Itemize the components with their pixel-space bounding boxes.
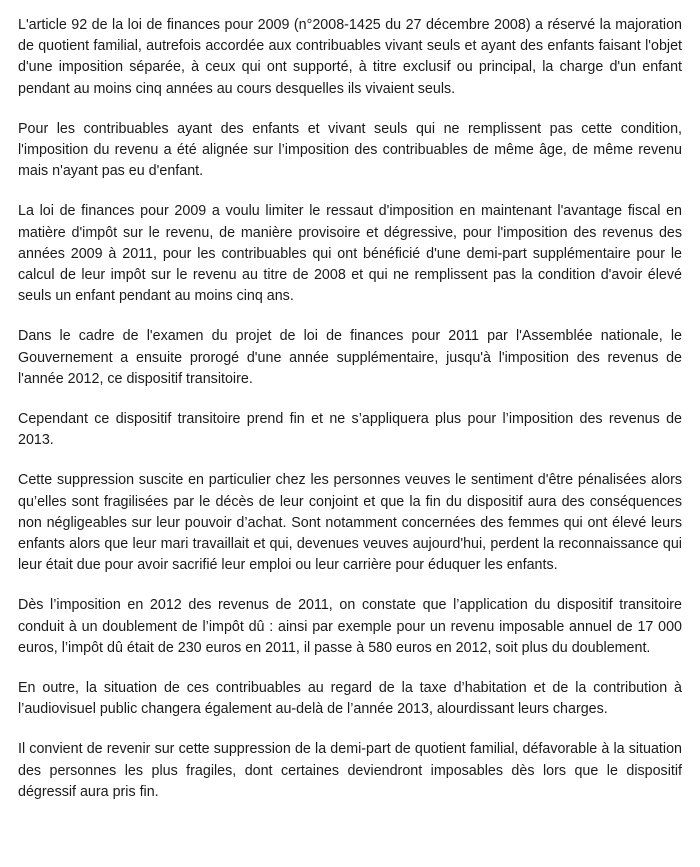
paragraph-3: La loi de finances pour 2009 a voulu limiter le ressaut d'imposition en maintenant l'avantage fiscal en matière d'impôt sur le revenu, de manière provisoire et dégressive, pour l'imposition des revenus des années 2009 à 2011, pour les contribuables qui ont bénéficié d'une demi-part supplémentaire pour le calcul de leur impôt sur le revenu au titre de 2008 et qui ne remplissent pas la condition d'avoir élevé seuls un enfant pendant au moins cinq ans. (18, 203, 682, 305)
document-body (18, 15, 682, 803)
paragraph-2: Pour les contribuables ayant des enfants et vivant seuls qui ne remplissent pas cette condition, l'imposition du revenu a été alignée sur l’imposition des contribuables de même âge, de même revenu mais n'ayant pas eu d'enfant. (18, 120, 682, 180)
paragraph-9: Il convient de revenir sur cette suppression de la demi-part de quotient familial, défavorable à la situation des personnes les plus fragiles, dont certaines deviendront imposables dès lors que le dispositif dégressif aura pris fin. (18, 741, 682, 800)
paragraph-1: L'article 92 de la loi de finances pour 2009 (n°2008-1425 du 27 décembre 2008) a réservé la majoration de quotient familial, autrefois accordée aux contribuables vivant seuls et ayant des enfants faisant l'objet d'une imposition séparée, à ceux qui ont supporté, à titre exclusif ou principal, la charge d'un enfant pendant au moins cinq années au cours desquelles ils vivaient seuls. (18, 17, 682, 97)
paragraph-4: Dans le cadre de l'examen du projet de loi de finances pour 2011 par l'Assemblée nationale, le Gouvernement a ensuite prorogé d'une année supplémentaire, jusqu'à l'imposition des revenus de l'année 2012, ce dispositif transitoire. (18, 328, 682, 387)
paragraph-5: Cependant ce dispositif transitoire prend fin et ne s’appliquera plus pour l’imposition des revenus de 2013. (18, 411, 682, 449)
paragraph-6: Cette suppression suscite en particulier chez les personnes veuves le sentiment d'être pénalisées alors qu’elles sont fragilisées par le décès de leur conjoint et que la fin du dispositif aura des conséquences non négligeables sur leur pouvoir d’achat. Sont notamment concernées des femmes qui ont élevé leurs enfants alors que leur mari travaillait et qui, devenues veuves aujourd'hui, perdent la reconnaissance qui leur était due pour avoir sacrifié leur emploi ou leur carrière pour éduquer les enfants. (18, 472, 682, 574)
paragraph-8: En outre, la situation de ces contribuables au regard de la taxe d’habitation et de la contribution à l’audiovisuel public changera également au-delà de l’année 2013, alourdissant leurs charges. (18, 680, 682, 718)
paragraph-7: Dès l’imposition en 2012 des revenus de 2011, on constate que l’application du dispositif transitoire conduit à un doublement de l’impôt dû : ainsi par exemple pour un revenu imposable annuel de 17 000 euros, l’impôt dû était de 230 euros en 2011, il passe à 580 euros en 2012, soit plus du doublement. (18, 597, 682, 656)
